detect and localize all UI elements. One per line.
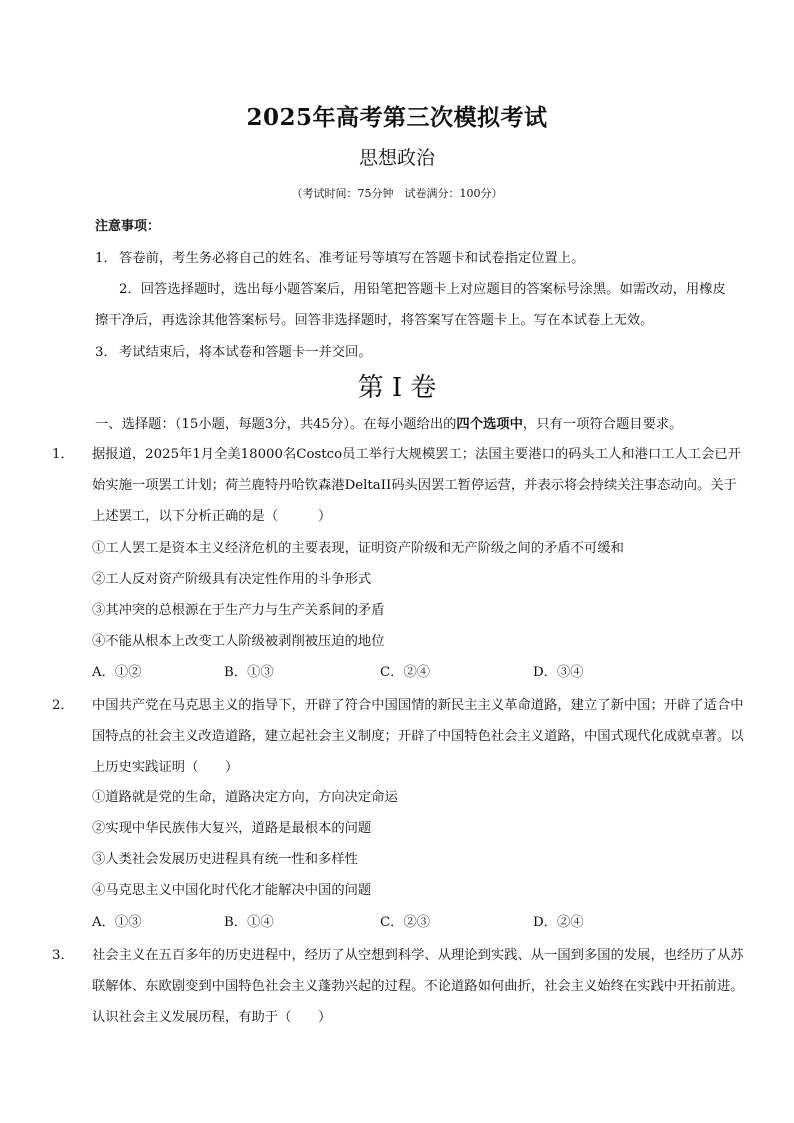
section-heading [95,412,735,438]
question-text: 中国共产党在马克思主义的指导下，开辟了符合中国国情的新民主主义革命道路，建立了新中国；开辟了适合中国特点的社会主义改造道路，建立起社会主义制度；开辟了中国特色社会主义道路，中国式现代化成就卓著。以上历史实践证明（ ） [92,698,744,775]
question-1-option-1: ①工人罢工是资本主义经济危机的主要表现，证明资产阶级和无产阶级之间的矛盾不可缓和 [92,541,624,556]
question-2-stem [52,690,748,783]
note-number: 1． [95,251,117,266]
question-2-option-3: ③人类社会发展历史进程具有统一性和多样性 [92,852,358,867]
question-1-choices [92,660,728,686]
question-number: 2． [52,698,74,713]
note-item [95,243,728,274]
note-item [95,274,728,336]
choice-b: B．①③ [224,665,274,680]
question-1-option-4: ④不能从根本上改变工人阶级被剥削被压迫的地位 [92,634,385,649]
note-text: 答卷前，考生务必将自己的姓名、准考证号等填写在答题卡和试卷指定位置上。 [119,251,585,266]
question-2-option-1: ①道路就是党的生命，道路决定方向，方向决定命运 [92,790,398,805]
question-number: 3． [52,948,74,963]
note-text: 考试结束后，将本试卷和答题卡一并交回。 [119,345,372,360]
question-1-option-3: ③其冲突的总根源在于生产力与生产关系间的矛盾 [92,603,385,618]
question-2-choices [92,910,728,936]
volume-title: 第 I 卷 [357,373,437,403]
question-1-option-2: ②工人反对资产阶级具有决定性作用的斗争形式 [92,572,372,587]
question-1-stem [52,439,748,532]
choice-d: D．②④ [533,915,584,930]
question-2-option-2: ②实现中华民族伟大复兴，道路是最根本的问题 [92,821,372,836]
note-number: 3． [95,345,117,360]
choice-d: D．③④ [533,665,584,680]
choice-b: B．①④ [224,915,274,930]
choice-c: C．②③ [380,915,431,930]
choice-a: A．①② [92,665,142,680]
choice-a: A．①③ [92,915,142,930]
question-text: 社会主义在五百多年的历史进程中，经历了从空想到科学、从理论到实践、从一国到多国的发展，也经历了从苏联解体、东欧剧变到中国特色社会主义蓬勃兴起的过程。不论道路如何曲折，社会主义始终在实践中开拓前进。认识社会主义发展历程，有助于（ ） [92,948,744,1025]
note-item [95,337,728,368]
subject-title: 思想政治 [358,147,435,169]
section-prefix: 一、选择题：（15小题，每题3分，共45分）。在每小题给出的 [95,417,457,432]
choice-c: C．②④ [380,665,431,680]
question-number: 1． [52,447,74,462]
section-bold: 四个选项中 [456,417,523,432]
notes-heading: 注意事项： [95,219,161,234]
question-text: 据报道，2025年1月全美18000名Costco员工举行大规模罢工；法国主要港口的码头工人和港口工人工会已开始实施一项罢工计划；荷兰鹿特丹哈钦森港DeltaII码头因罢工暂停运营，并表示将会持续关注事态动向。关于上述罢工，以下分析正确的是（ ） [92,447,741,524]
exam-info: （考试时间：75分钟 试卷满分：100分） [291,187,503,200]
note-text: 回答选择题时，选出每小题答案后，用铅笔把答题卡上对应题目的答案标号涂黑。如需改动，用橡皮擦干净后，再选涂其他答案标号。回答非选择题时，将答案写在答题卡上。写在本试卷上无效。 [95,282,726,328]
section-suffix: ，只有一项符合题目要求。 [522,417,683,432]
note-number: 2． [119,282,141,297]
question-3-stem [52,940,748,1033]
exam-title: 2025年高考第三次模拟考试 [246,104,548,131]
question-2-option-4: ④马克思主义中国化时代化才能解决中国的问题 [92,883,372,898]
